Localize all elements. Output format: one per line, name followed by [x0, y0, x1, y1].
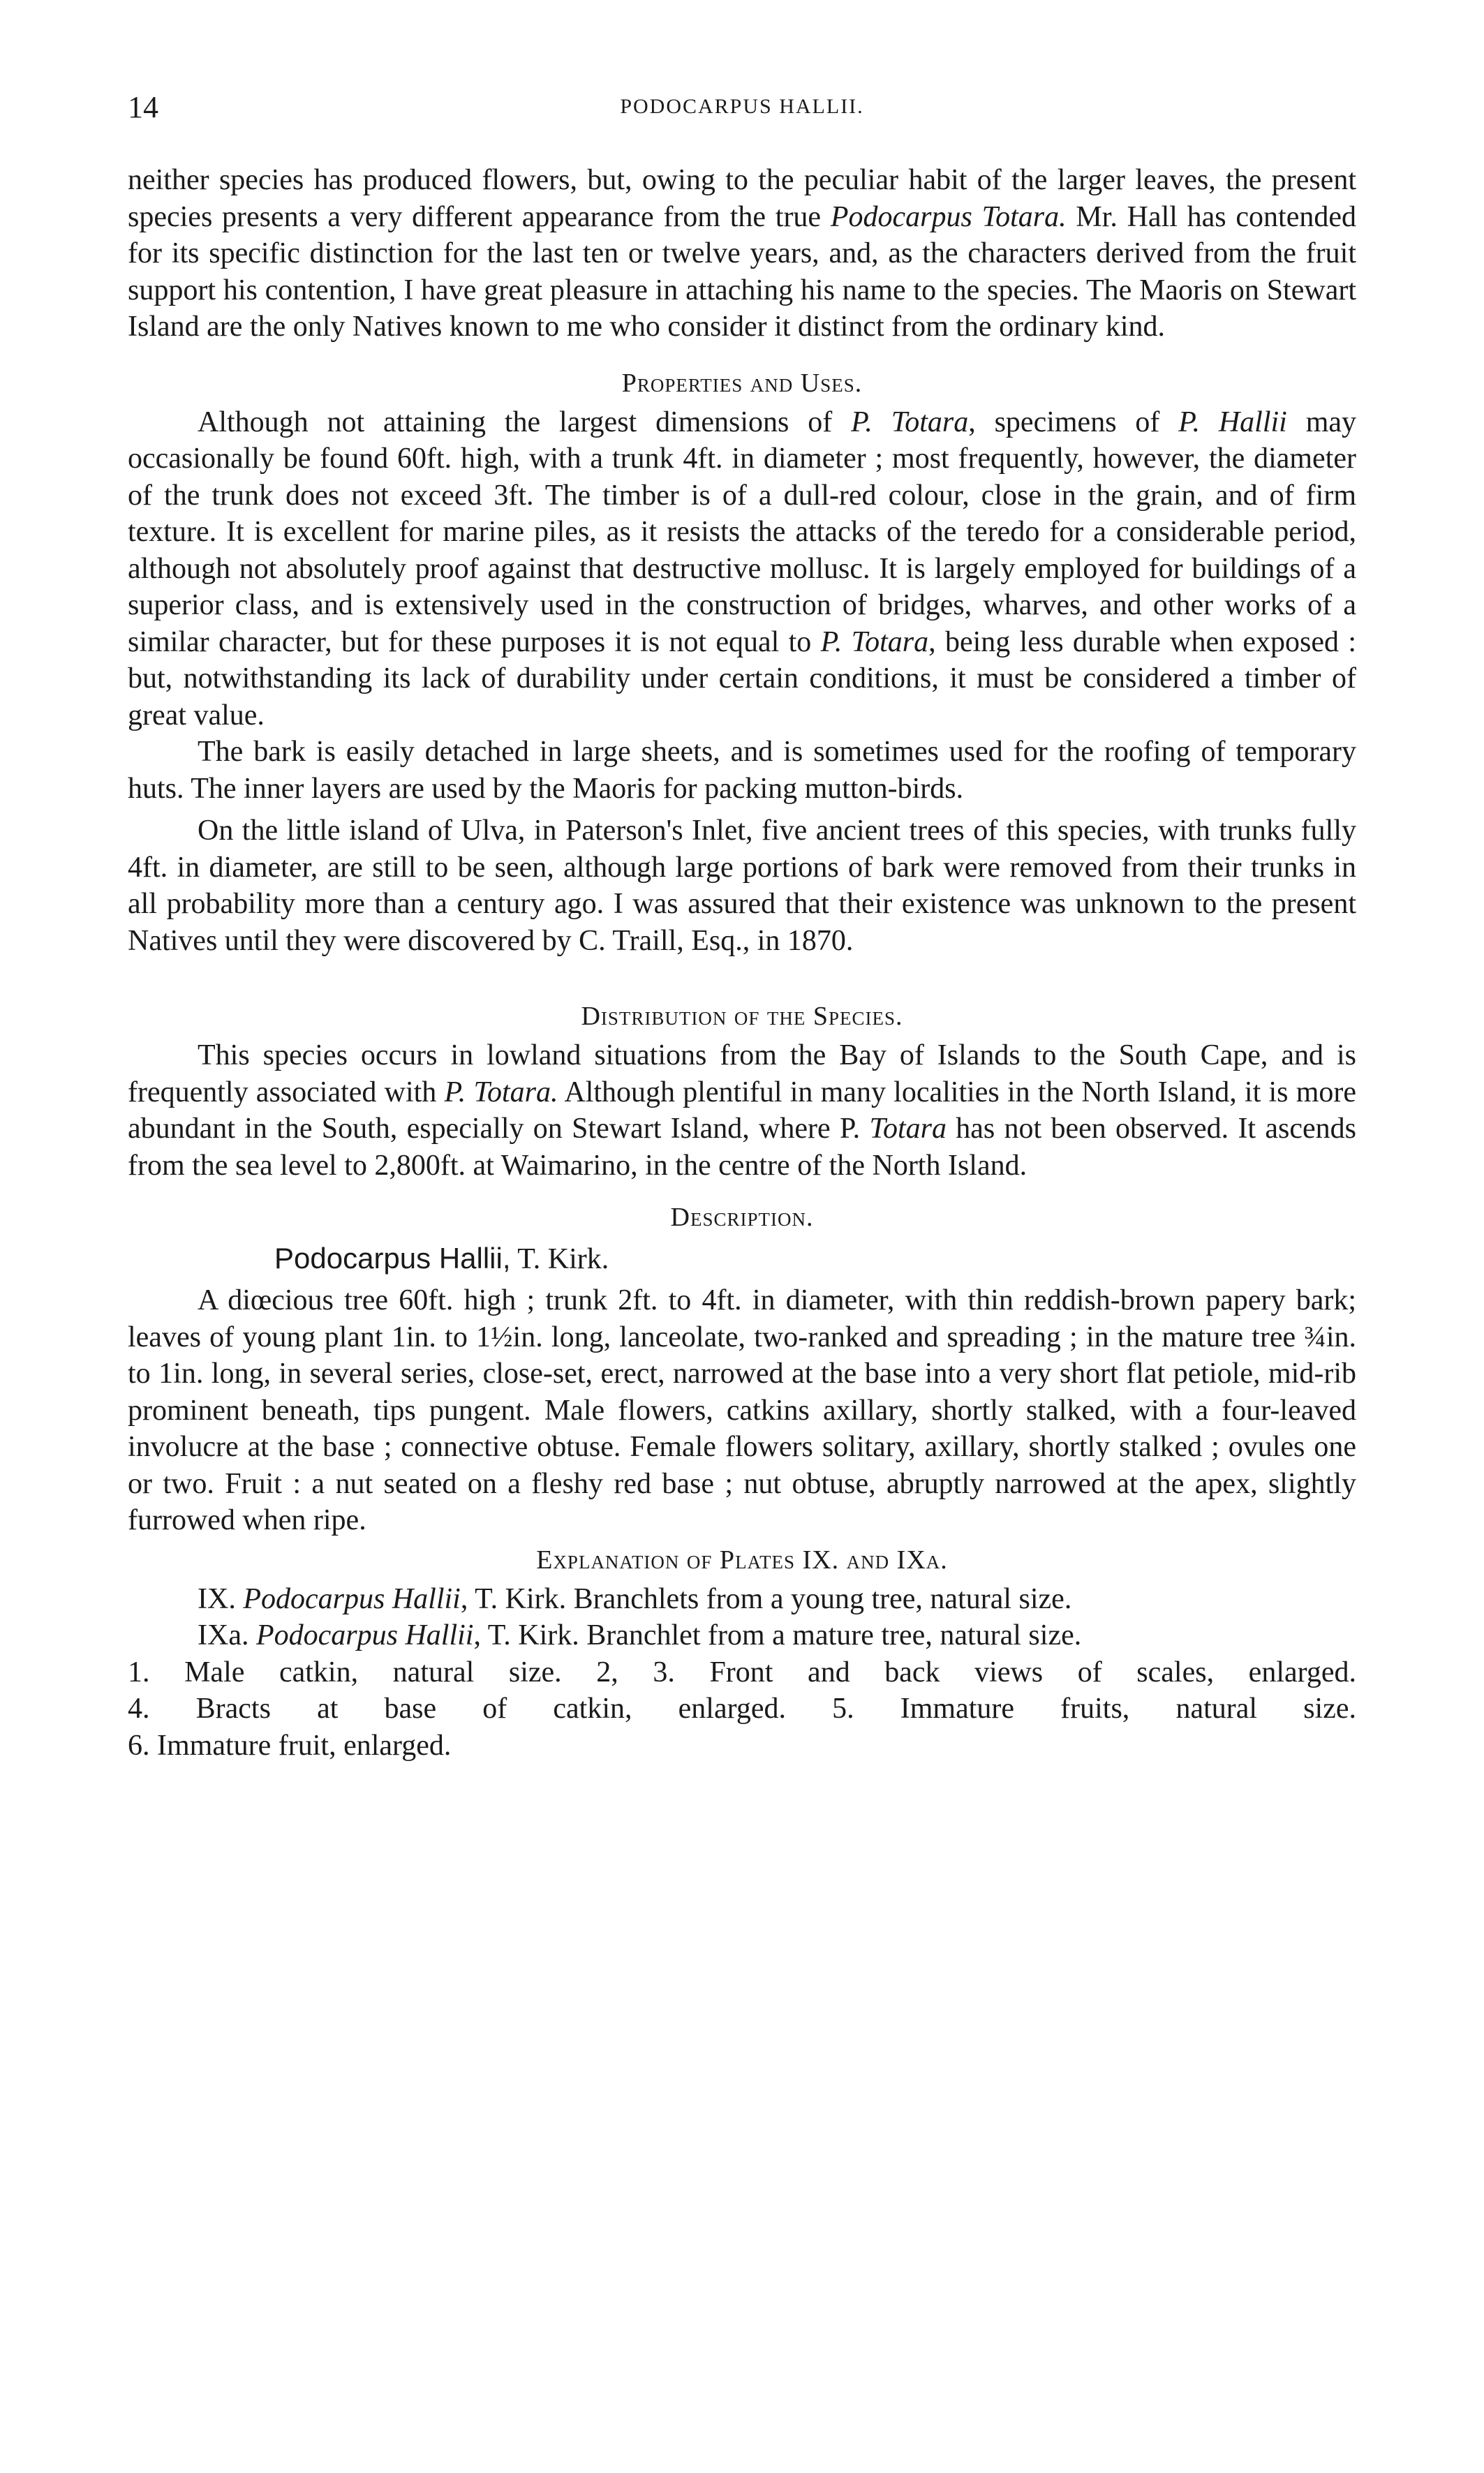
italic-species-name: Podocarpus Hallii: [243, 1582, 461, 1615]
italic-species-name: Podocarpus Totara.: [830, 200, 1067, 233]
plate-entry: [198, 1581, 1356, 1618]
body-text: [128, 162, 1356, 1764]
species-name: Podocarpus Hallii,: [274, 1242, 511, 1275]
text-run: , T. Kirk. Branchlets from a young tree, natural size.: [460, 1582, 1072, 1615]
figure-list-item: 1. Male catkin, natural size. 2, 3. Front and back views of scales, enlarged.: [128, 1656, 1356, 1688]
species-author: T. Kirk.: [510, 1243, 609, 1275]
text-run: neither species has produced flowers, but, owing to the peculiar habit of the larger leaves, the present species presents a very different appearance from the true: [128, 164, 1356, 233]
intro-paragraph: [128, 162, 1356, 346]
italic-species-name: P. Totara: [820, 625, 929, 658]
properties-paragraph-3: On the little island of Ulva, in Paterson's Inlet, five ancient trees of this species, with trunks fully 4ft. in diameter, are still to be seen, although large portions of bark were removed from their trunks in all probability more than a century ago. I was assured that their existence was unknown to the present Natives until they were discovered by C. Traill, Esq., in 1870.: [128, 815, 1356, 957]
plate-label: IX.: [198, 1582, 244, 1615]
text-run: , being less durable when exposed : but, notwithstanding its lack of durability under certain conditions, it must be considered a timber of great value.: [128, 625, 1356, 731]
italic-species-name: Totara: [869, 1113, 947, 1145]
text-run: This species occurs in lowland situations from the Bay of Islands to the South Cape, and is frequently associated with: [128, 1039, 1356, 1108]
section-heading-description: Description.: [670, 1203, 814, 1232]
properties-paragraph-2: The bark is easily detached in large sheets, and is sometimes used for the roofing of temporary huts. The inner layers are used by the Maoris for packing mutton-birds.: [128, 736, 1356, 805]
figure-list-item: 6. Immature fruit, enlarged.: [128, 1729, 452, 1762]
text-run: Mr. Hall has contended for its specific distinction for the last ten or twelve years, and, as the characters derived from the fruit support his contention, I have great pleasure in attaching his name to the species. The Maoris on Stewart Island are the only Natives known to me who consider it distinct from the ordinary kind.: [128, 200, 1356, 343]
text-run: Although plentiful in many localities in the North Island, it is more abundant in the South, especially on Stewart Island, where P.: [128, 1076, 1356, 1145]
figure-list-item: 4. Bracts at base of catkin, enlarged. 5. Immature fruits, natural size.: [128, 1693, 1356, 1725]
page-number: 14: [128, 90, 158, 124]
running-title: PODOCARPUS HALLII.: [620, 95, 864, 118]
italic-species-name: P. Totara: [851, 406, 969, 438]
figure-list: [128, 1654, 1356, 1765]
text-run: Although not attaining the largest dimensions of: [198, 406, 852, 438]
italic-species-name: P. Hallii: [1178, 406, 1287, 438]
properties-paragraph-1: [128, 404, 1356, 734]
section-heading-properties: Properties and Uses.: [621, 368, 863, 398]
running-head: [128, 89, 1356, 124]
italic-species-name: Podocarpus Hallii: [255, 1619, 474, 1651]
distribution-paragraph: [128, 1037, 1356, 1184]
text-run: , T. Kirk. Branchlet from a mature tree, natural size.: [473, 1619, 1082, 1651]
text-run: , specimens of: [968, 406, 1179, 438]
description-paragraph: A diœcious tree 60ft. high ; trunk 2ft. to 4ft. in diameter, with thin reddish-brown papery bark; leaves of young plant 1in. to 1½in. long, lanceolate, two-ranked and spreading ; in the mature tree ¾in. to 1in. long, in several series, close-set, erect, narrowed at the base into a very short flat petiole, mid-rib prominent beneath, tips pungent. Male flowers, catkins axillary, shortly stalked, with a four-leaved involucre at the base ; connective obtuse. Female flowers solitary, axillary, shortly stalked ; ovules one or two. Fruit : a nut seated on a fleshy red base ; nut obtuse, abruptly narrowed at the apex, slightly furrowed when ripe.: [128, 1284, 1356, 1536]
text-run: may occasionally be found 60ft. high, with a trunk 4ft. in diameter ; most frequently, however, the diameter of the trunk does not exceed 3ft. The timber is of a dull-red colour, close in the grain, and of firm texture. It is excellent for marine piles, as it resists the attacks of the teredo for a considerable period, although not absolutely proof against that destructive mollusc. It is largely employed for buildings of a superior class, and is extensively used in the construction of bridges, wharves, and other works of a similar character, but for these purposes it is not equal to: [128, 406, 1357, 658]
text-run: has not been observed. It ascends from the sea level to 2,800ft. at Waimarino, in the centre of the North Island.: [128, 1113, 1356, 1182]
section-heading-plates: Explanation of Plates IX. and IXa.: [536, 1545, 948, 1575]
italic-species-name: P. Totara.: [444, 1076, 558, 1108]
section-heading-distribution: Distribution of the Species.: [581, 1002, 903, 1031]
plate-entry: [198, 1617, 1356, 1654]
plate-label: IXa.: [198, 1619, 256, 1651]
species-title: [128, 1238, 1356, 1279]
